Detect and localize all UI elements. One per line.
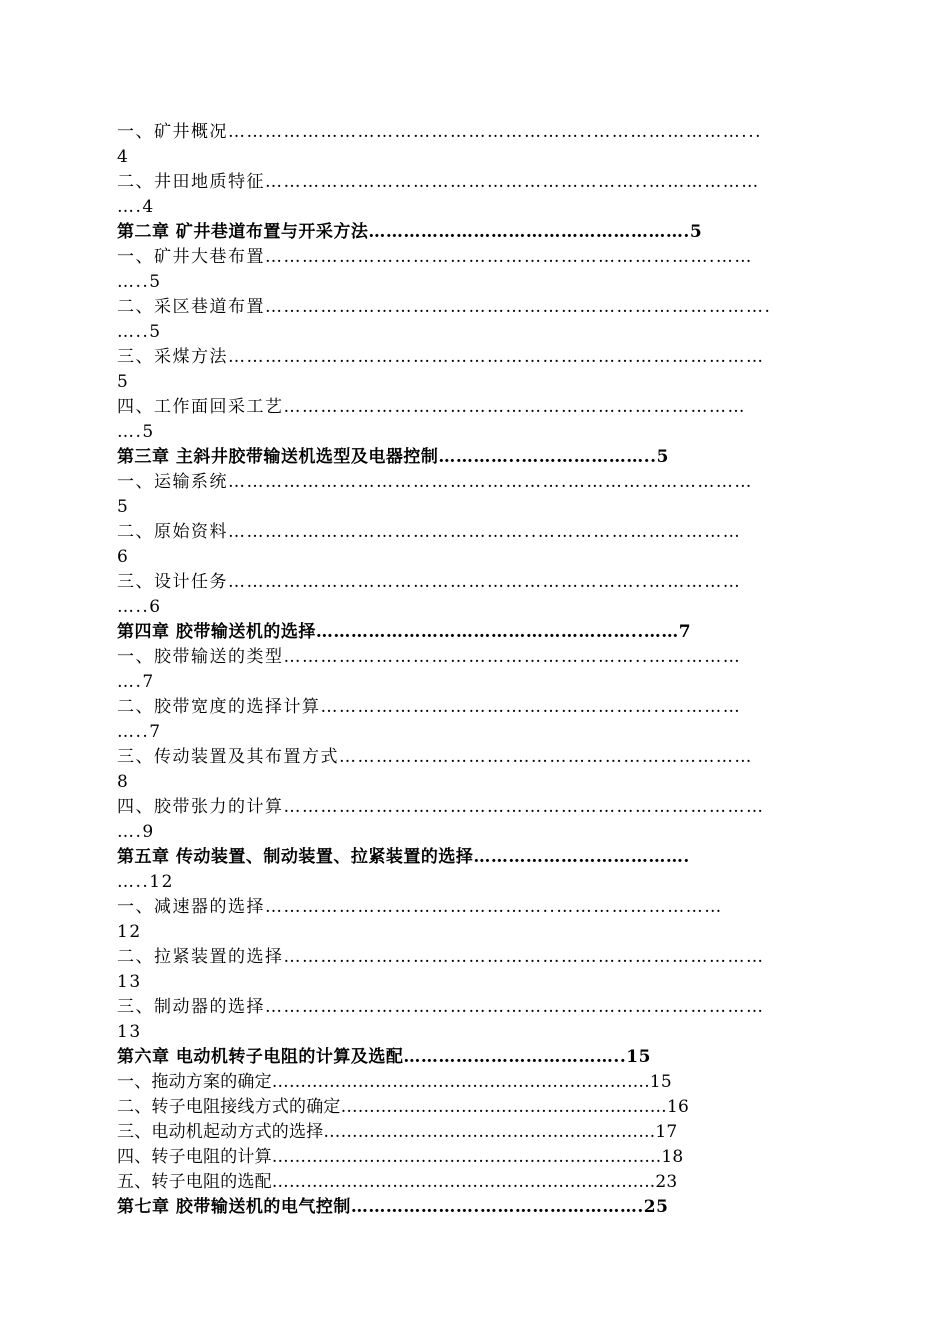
toc-page-number: ….9 — [117, 822, 155, 842]
toc-page-number: …..5 — [117, 272, 162, 292]
toc-item-belt-type: 一、胶带输送的类型…………………………………………………..…………… — [117, 647, 742, 667]
toc-item-resistor-calc: 四、转子电阻的计算…………………………………….…………………….18 — [117, 1147, 684, 1167]
toc-item-transport-system: 一、运输系统……………………………………………….………………………… — [117, 472, 753, 492]
table-of-contents — [117, 120, 850, 1220]
toc-chapter-3: 第三章 主斜井胶带输送机选型及电器控制…………..…………………..5 — [117, 447, 669, 467]
toc-page-number: ….7 — [117, 672, 155, 692]
toc-page-number: …..7 — [117, 722, 162, 742]
toc-item-district-roadway: 二、采区巷道布置………………………………………………………………………. — [117, 297, 772, 317]
toc-page-number: 4 — [117, 147, 130, 167]
toc-chapter-5: 第五章 传动装置、制动装置、拉紧装置的选择………………………………. — [117, 847, 690, 867]
toc-item-brake: 三、制动器的选择……………………………………………………………………… — [117, 997, 765, 1017]
toc-item-mining-method: 三、采煤方法…………………………………………………………………………… — [117, 347, 765, 367]
toc-item-geology: 二、井田地质特征……………………………………………………..……………… — [117, 172, 760, 192]
toc-item-motor-start: 三、电动机起动方式的选择……………………………………..…..………17 — [117, 1122, 678, 1142]
toc-item-reducer: 一、减速器的选择………………………………………..……………………… — [117, 897, 723, 917]
toc-page-number: 12 — [117, 922, 142, 942]
toc-chapter-2: 第二章 矿井巷道布置与开采方法……………………………………………….5 — [117, 222, 703, 242]
toc-item-resistor-select: 五、转子电阻的选配…………………………………………….……….…..23 — [117, 1172, 678, 1192]
toc-page-number: …..12 — [117, 872, 174, 892]
toc-page-number: ….5 — [117, 422, 155, 442]
toc-item-drive-scheme: 一、拖动方案的确定……………………………..………………………….15 — [117, 1072, 672, 1092]
toc-chapter-6: 第六章 电动机转子电阻的计算及选配………………………………..15 — [117, 1047, 651, 1067]
toc-item-main-roadway: 一、矿井大巷布置……………………………………………………………….…… — [117, 247, 753, 267]
toc-chapter-4: 第四章 胶带输送机的选择………………………………………………..……7 — [117, 622, 692, 642]
toc-page-number: …..5 — [117, 322, 162, 342]
toc-item-working-face: 四、工作面回采工艺………………………………………………………………… — [117, 397, 746, 417]
toc-page-number: 5 — [117, 497, 130, 517]
toc-item-drive-layout: 三、传动装置及其布置方式……………………….………………………………… — [117, 747, 753, 767]
toc-page-number: ….4 — [117, 197, 155, 217]
toc-page-number: 13 — [117, 1022, 142, 1042]
toc-page-number: 5 — [117, 372, 130, 392]
toc-page-number: 6 — [117, 547, 130, 567]
toc-item-resistor-wiring: 二、转子电阻接线方式的确定…………………………………….……..……16 — [117, 1097, 690, 1117]
toc-item-take-up: 二、拉紧装置的选择…………………………………………………………………… — [117, 947, 765, 967]
toc-chapter-7: 第七章 胶带输送机的电气控制………………….……………………….25 — [117, 1197, 669, 1217]
toc-item-belt-tension: 四、胶带张力的计算…………………………………………………………………… — [117, 797, 765, 817]
toc-page-number: …..6 — [117, 597, 162, 617]
toc-item-belt-width: 二、胶带宽度的选择计算………………………………………………..………… — [117, 697, 742, 717]
toc-item-design-task: 三、设计任务…………………………………………………………..…………… — [117, 572, 742, 592]
toc-item-original-data: 二、原始资料…………………………………………..…………………………… — [117, 522, 742, 542]
toc-page-number: 13 — [117, 972, 142, 992]
toc-item-mine-overview: 一、矿井概况…………………………………………………..……………………... — [117, 122, 763, 142]
toc-page-number: 8 — [117, 772, 130, 792]
